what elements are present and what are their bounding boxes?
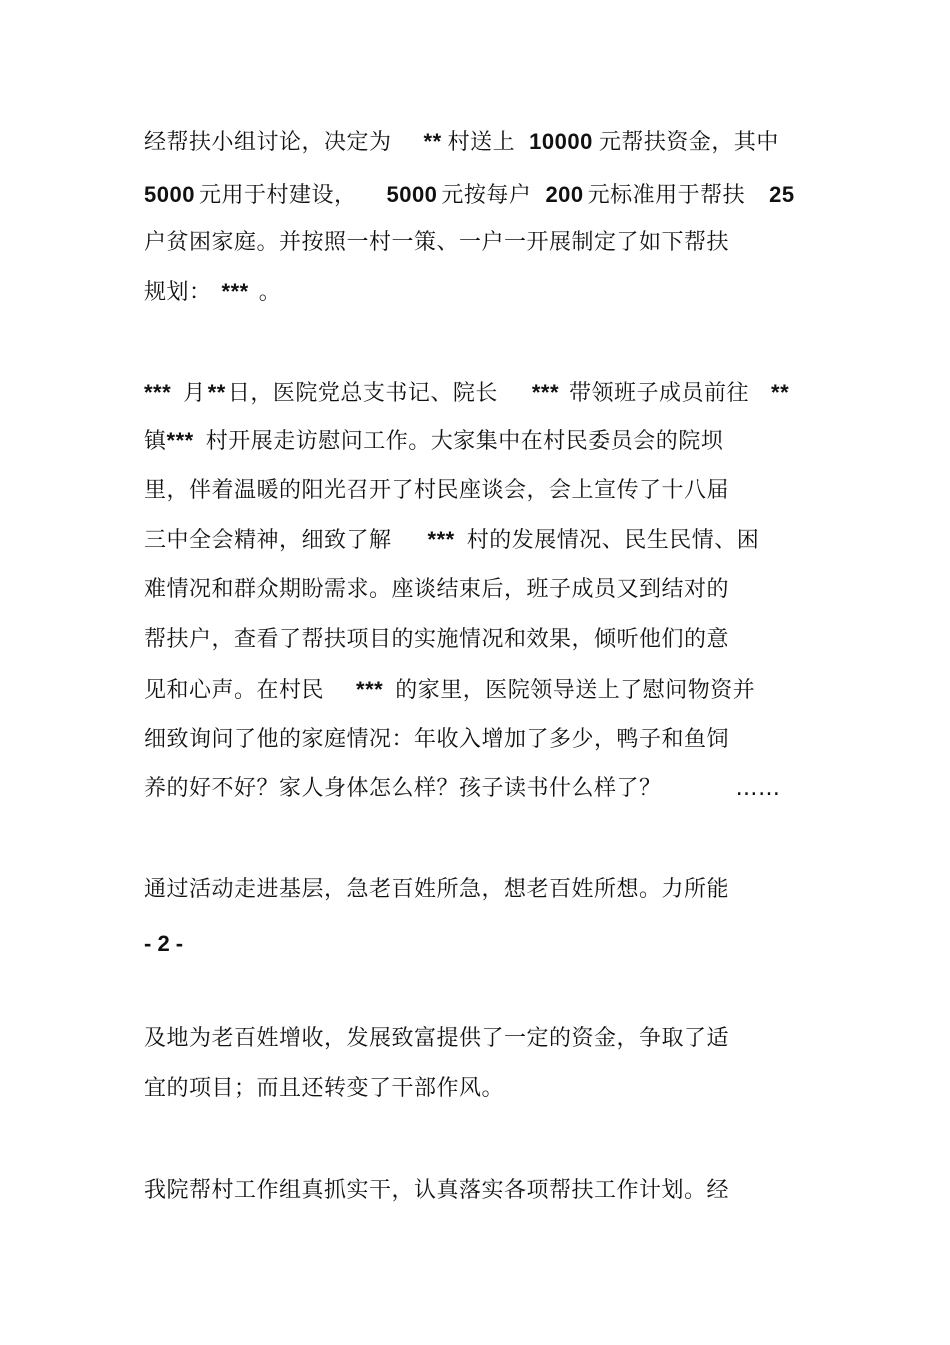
paragraph-2-line-9 (144, 774, 781, 804)
paragraph-1-line-4 (144, 277, 281, 307)
text: 日，医院党总支书记、院长 (227, 381, 498, 406)
paragraph-1-line-3: 户贫困家庭。并按照一村一策、一户一开展制定了如下帮扶 (144, 230, 730, 255)
text: 养的好不好？家人身体怎么样？孩子读书什么样了？ (144, 776, 662, 801)
amount: 200 (545, 182, 584, 207)
text: 三中全会精神，细致了解 (144, 528, 392, 553)
placeholder-mark: *** (427, 527, 455, 552)
text: 月 (183, 381, 206, 406)
paragraph-1-line-1 (144, 127, 779, 157)
placeholder-mark: ** (423, 129, 442, 154)
paragraph-2-line-7 (144, 675, 755, 705)
text: 元用于村建设， (198, 183, 357, 208)
paragraph-2-line-8: 细致询问了他的家庭情况：年收入增加了多少，鸭子和鱼饲 (144, 727, 730, 752)
text: 带领班子成员前往 (569, 381, 750, 406)
text: 见和心声。在村民 (144, 678, 325, 703)
text: 元按每户 (441, 183, 532, 208)
placeholder-mark: ** (771, 380, 790, 405)
amount: 25 (769, 182, 795, 207)
placeholder-mark: *** (166, 428, 194, 453)
text: 。 (258, 280, 282, 305)
text: 村的发展情况、民生民情、困 (466, 528, 760, 553)
paragraph-4-line-2: 宜的项目；而且还转变了干部作风。 (144, 1076, 505, 1101)
amount: 5000 (144, 182, 195, 207)
paragraph-2-line-6: 帮扶户，查看了帮扶项目的实施情况和效果，倾听他们的意 (144, 627, 730, 652)
text: 村送上 (447, 130, 516, 155)
placeholder-mark: *** (531, 380, 560, 405)
text: 村开展走访慰问工作。大家集中在村民委员会的院坝 (205, 429, 724, 454)
text: 元标准用于帮扶 (587, 183, 746, 208)
text: 的家里，医院领导送上了慰问物资并 (395, 678, 756, 703)
placeholder-mark: *** (356, 677, 384, 702)
placeholder-mark: *** (144, 380, 172, 405)
paragraph-2-line-4 (144, 525, 759, 555)
amount: 5000 (386, 182, 438, 207)
paragraph-4-line-1: 及地为老百姓增收，发展致富提供了一定的资金，争取了适 (144, 1026, 730, 1051)
text: 经帮扶小组讨论，决定为 (144, 130, 392, 155)
paragraph-2-line-3: 里，伴着温暖的阳光召开了村民座谈会，会上宣传了十八届 (144, 478, 730, 503)
text: 元帮扶资金，其中 (598, 130, 779, 155)
paragraph-3-line-1: 通过活动走进基层，急老百姓所急，想老百姓所想。力所能 (144, 877, 730, 902)
paragraph-2-line-2 (144, 426, 723, 456)
amount: 10000 (529, 129, 593, 154)
placeholder-mark: ** (207, 380, 226, 405)
paragraph-5-line-1: 我院帮村工作组真抓实干，认真落实各项帮扶工作计划。经 (144, 1178, 730, 1203)
page-number: - 2 - (144, 931, 184, 956)
text: 镇 (144, 429, 167, 454)
ellipsis: …… (735, 776, 781, 801)
paragraph-2-line-5: 难情况和群众期盼需求。座谈结束后，班子成员又到结对的 (144, 577, 730, 602)
paragraph-2-line-1 (144, 378, 789, 408)
placeholder-mark: *** (221, 279, 249, 304)
paragraph-1-line-2 (144, 180, 795, 210)
text: 规划： (144, 280, 212, 305)
